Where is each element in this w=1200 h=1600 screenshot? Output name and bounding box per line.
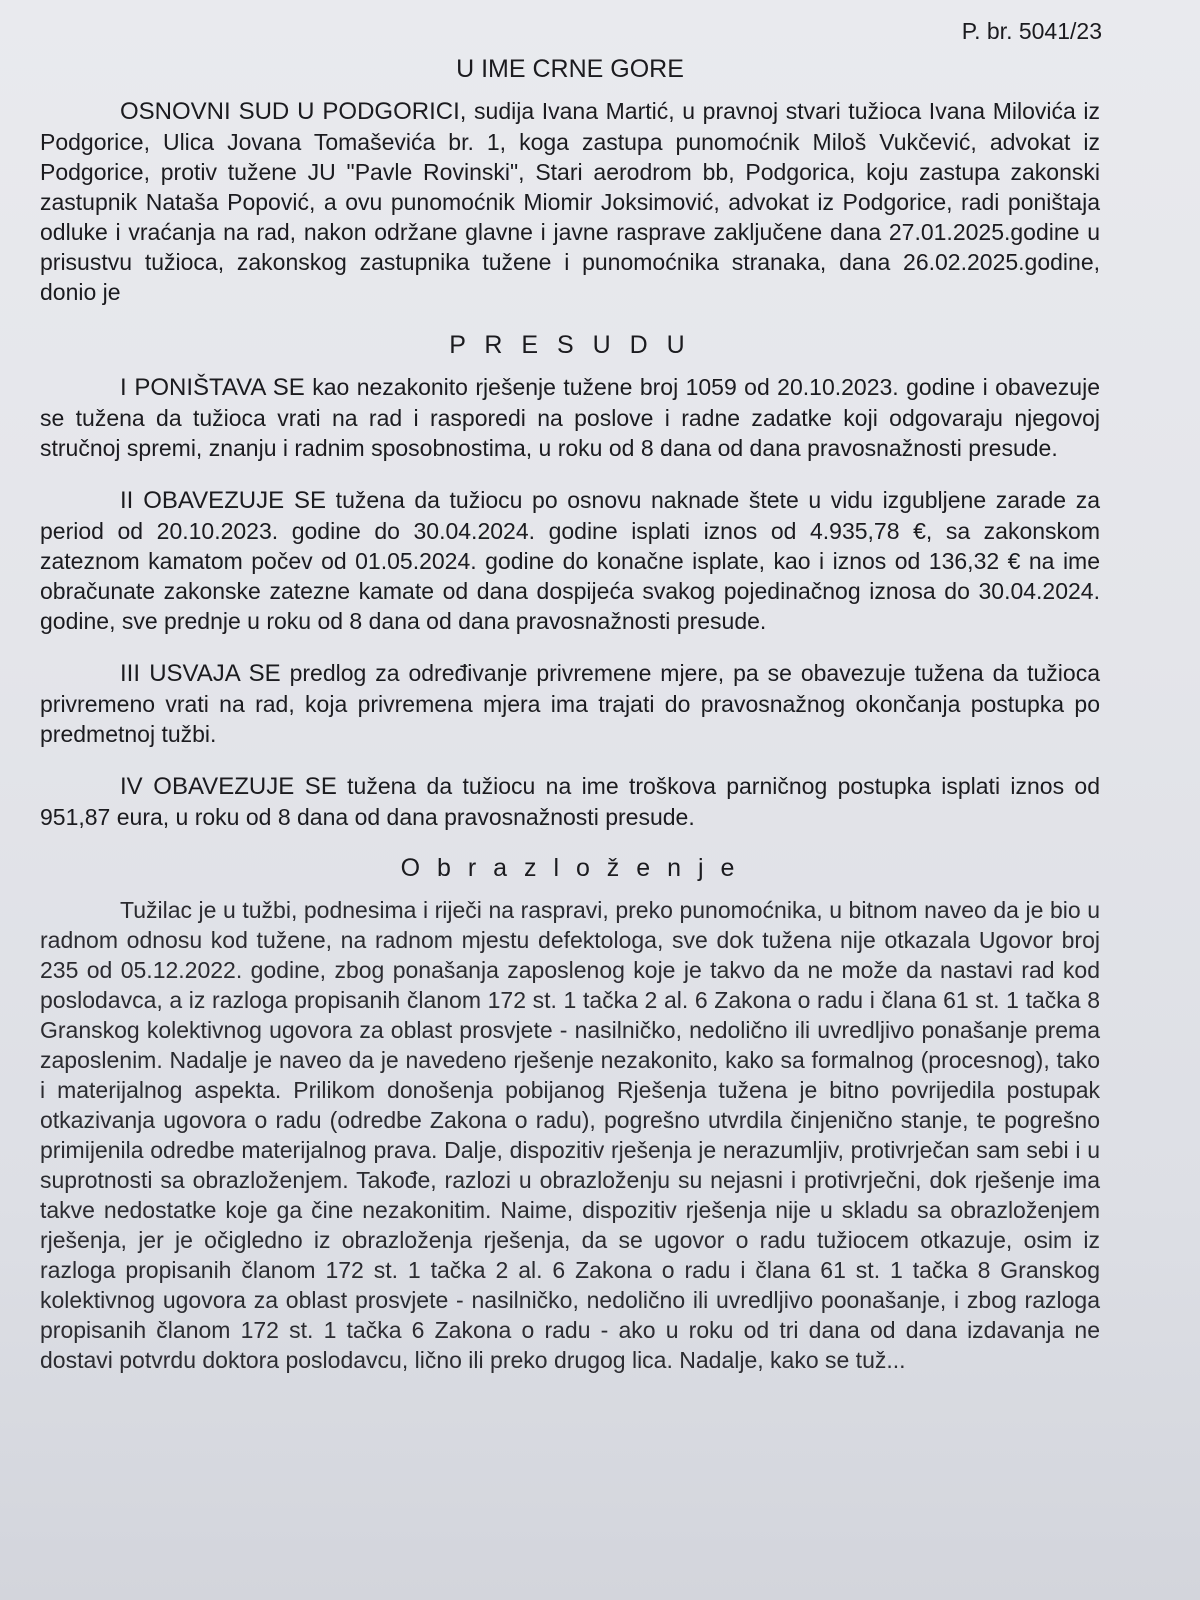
- verdict-heading: P R E S U D U: [449, 331, 691, 359]
- reasoning-paragraph: Tužilac je u tužbi, podnesima i riječi na raspravi, preko punomoćnika, u bitnom naveo da je bio u radnom odnosu kod tužene, na radnom mjestu defektologa, sve dok tužena nije otkazala Ugovor broj 235 od 05.12.2022. godine, zbog ponašanja zaposlenog koje je takvo da ne može da nastavi rad kod poslodavca, a iz razloga propisanih članom 172 st. 1 tačka 2 al. 6 Zakona o radu i člana 61 st. 1 tačka 8 Granskog kolektivnog ugovora za oblast prosvjete - nasilničko, nedolično ili uvredljivo ponašanje prema zaposlenim. Nadalje je naveo da je navedeno rješenje nezakonito, kako sa formalnog (procesnog), tako i materijalnog aspekta. Prilikom donošenja pobijanog Rješenja tužena je bitno povrijedila postupak otkazivanja ugovora o radu (odredbe Zakona o radu), pogrešno utvrdila činjenično stanje, te pogrešno primijenila odredbe materijalnog prava. Dalje, dispozitiv rješenja je nerazumljiv, protivrječan sam sebi i u suprotnosti sa obrazloženjem. Takođe, razlozi u obrazloženju su nejasni i protivrječni, dok rješenje ima takve nedostatke koje ga čine nezakonitim. Naime, dispozitiv rješenja nije u skladu sa obrazloženjem rješenja, jer je očigledno iz obrazloženja rješenja, da se ugovor o radu tužiocem otkazuje, osim iz razloga propisanih članom 172 st. 1 tačka 2 al. 6 Zakona o radu i člana 61 st. 1 tačka 8 Granskog kolektivnog ugovora za oblast prosvjete - nasilničko, nedolično ili uvredljivo poonašanje, i zbog razloga propisanih članom 172 st. 1 tačka 6 Zakona o radu - ako u roku od tri dana od dana izdavanja ne dostavi potvrdu doktora poslodavcu, lično ili preko drugog lica. Nadalje, kako se tuž...: [40, 897, 1100, 1373]
- verdict-item-2-text: tužena da tužiocu po osnovu naknade štete u vidu izgubljene zarade za period od 20.10.2023. godine do 30.04.2024. godine isplati iznos od 4.935,78 €, sa zakonskom zateznom kamatom počev od 01.05.2024. godine do konačne isplate, kao i iznos od 136,32 € na ime obračunate zakonske zatezne kamate od dana dospijeća svakog pojedinačnog iznosa do 30.04.2024. godine, sve prednje u roku od 8 dana od dana pravosnažnosti presude.: [40, 487, 1100, 634]
- court-name: OSNOVNI SUD U PODGORICI,: [120, 98, 467, 125]
- verdict-item-4-lead: IV OBAVEZUJE SE: [120, 773, 337, 800]
- reasoning-heading: O b r a z l o ž e n j e: [400, 854, 740, 882]
- verdict-item-3-text: predlog za određivanje privremene mjere, pa se obavezuje tužena da tužioca privremeno vrati na rad, koja privremena mjera ima trajati do pravosnažnog okončanja postupka po predmetnoj tužbi.: [40, 660, 1100, 747]
- verdict-item-1-text: kao nezakonito rješenje tužene broj 1059 od 20.10.2023. godine i obavezuje se tužena da tužioca vrati na rad i rasporedi na poslove i radne zadatke koji odgovaraju njegovoj stručnoj spremi, znanju i radnim sposobnostima, u roku od 8 dana od dana pravosnažnosti presude.: [40, 374, 1100, 461]
- verdict-item-3-lead: III USVAJA SE: [120, 660, 281, 687]
- document-header: U IME CRNE GORE: [456, 55, 684, 83]
- verdict-item-4-text: tužena da tužiocu na ime troškova parničnog postupka isplati iznos od 951,87 eura, u roku od 8 dana od dana pravosnažnosti presude.: [40, 773, 1100, 830]
- verdict-item-1-lead: I PONIŠTAVA SE: [120, 374, 305, 401]
- intro-text: sudija Ivana Martić, u pravnoj stvari tužioca Ivana Milovića iz Podgorice, Ulica Jovana Tomaševića br. 1, koga zastupa punomoćnik Miloš Vukčević, advokat iz Podgorice, protiv tužene JU "Pavle Rovinski", Stari aerodrom bb, Podgorica, koju zastupa zakonski zastupnik Nataša Popović, a ovu punomoćnik Miomir Joksimović, advokat iz Podgorice, radi poništaja odluke i vraćanja na rad, nakon održane glavne i javne rasprave zaključene dana 27.01.2025.godine u prisustvu tužioca, zakonskog zastupnika tužene i punomoćnika stranaka, dana 26.02.2025.godine, donio je: [40, 98, 1100, 305]
- intro-paragraph: [40, 96, 1100, 307]
- verdict-item-3: [40, 658, 1100, 749]
- verdict-item-2-lead: II OBAVEZUJE SE: [120, 487, 327, 514]
- verdict-item-1: [40, 372, 1100, 463]
- verdict-item-4: [40, 771, 1100, 832]
- case-number: P. br. 5041/23: [961, 18, 1102, 44]
- verdict-item-2: [40, 485, 1100, 636]
